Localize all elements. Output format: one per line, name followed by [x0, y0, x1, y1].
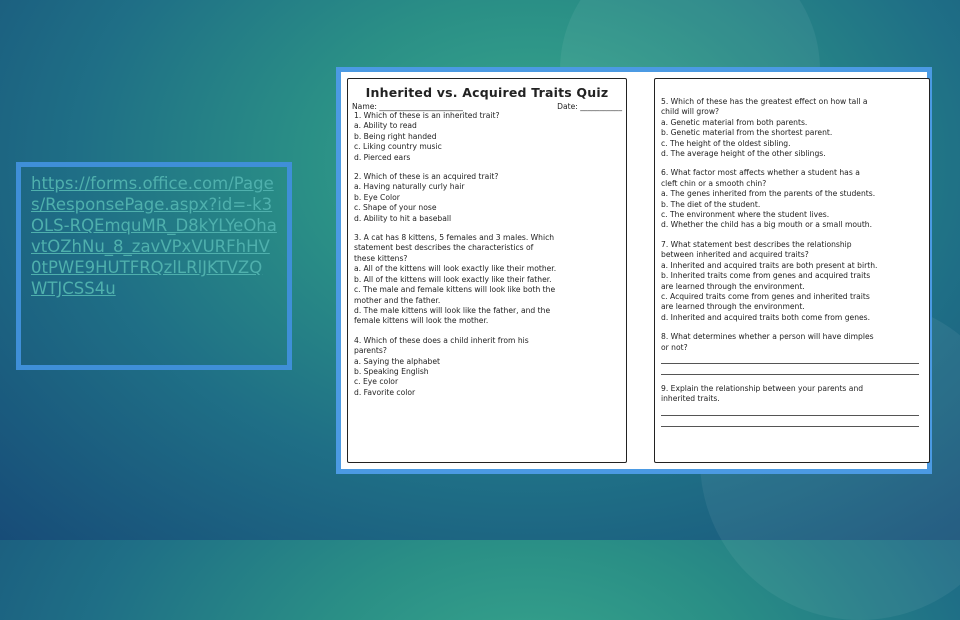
spacer: [354, 398, 620, 407]
answer-text: mother and the father.: [354, 295, 441, 305]
answer-text: a. Ability to read: [354, 121, 417, 131]
answer-text: a. Genetic material from both parents.: [661, 117, 808, 127]
answer-text: c. The male and female kittens will look like both the: [354, 285, 556, 295]
answer-text: d. Ability to hit a baseball: [354, 213, 452, 223]
question-text: 2. Which of these is an acquired trait?: [354, 172, 499, 182]
answer-text: b. Inherited traits come from genes and acquired traits: [661, 271, 871, 281]
answer-text: cleft chin or a smooth chin?: [661, 178, 767, 188]
spacer: [354, 224, 620, 233]
question-text: 8. What determines whether a person will have dimples: [661, 332, 874, 342]
quiz-page-left: [347, 78, 627, 463]
question-text: 4. Which of these does a child inherit from his: [354, 335, 529, 345]
question-text: 7. What statement best describes the relationship: [661, 239, 852, 249]
answer-text: b. Speaking English: [354, 366, 429, 376]
question-text: 3. A cat has 8 kittens, 5 females and 3 males. Which: [354, 233, 555, 243]
forms-link[interactable]: https://forms.office.com/Pages/ResponsePage.aspx?id=-k3OLS-RQEmquMR_D8kYLYeOhavtOZhNu_8_zavVPxVURFhHV0tPWE9HUTFRQzlLRlJKTVZQWTJCSS4u: [31, 174, 277, 298]
answer-text: c. The height of the oldest sibling.: [661, 138, 791, 148]
answer-text: c. Acquired traits come from genes and inherited traits: [661, 291, 870, 301]
answer-text: are learned through the environment.: [661, 302, 805, 312]
answer-text: inherited traits.: [661, 394, 720, 404]
answer-text: b. Eye Color: [354, 192, 400, 202]
right-questions: [655, 79, 929, 436]
spacer: [661, 323, 923, 332]
answer-text: b. Genetic material from the shortest parent.: [661, 128, 833, 138]
name-date-line: [348, 102, 626, 111]
quiz-title: Inherited vs. Acquired Traits Quiz: [365, 85, 609, 100]
answer-text: c. Liking country music: [354, 142, 442, 152]
spacer: [354, 163, 620, 172]
answer-line: [661, 405, 919, 416]
spacer: [354, 327, 620, 336]
answer-text: these kittens?: [354, 253, 408, 263]
answer-text: d. Whether the child has a big mouth or a small mouth.: [661, 220, 873, 230]
date-label: Date: ___________: [557, 102, 622, 111]
answer-text: b. Being right handed: [354, 131, 437, 141]
spacer: [661, 231, 923, 240]
answer-text: or not?: [661, 342, 688, 352]
answer-text: d. Inherited and acquired traits both come from genes.: [661, 312, 871, 322]
answer-text: between inherited and acquired traits?: [661, 250, 809, 260]
link-box: [16, 162, 292, 370]
answer-text: female kittens will look the mother.: [354, 316, 489, 326]
answer-line: [661, 364, 919, 375]
question-text: 6. What factor most affects whether a student has a: [661, 168, 860, 178]
answer-text: d. The male kittens will look like the father, and the: [354, 305, 551, 315]
question-text: 5. Which of these has the greatest effect on how tall a: [661, 97, 868, 106]
answer-text: d. Favorite color: [354, 387, 416, 397]
answer-text: c. Eye color: [354, 377, 399, 387]
answer-text: c. The environment where the student lives.: [661, 210, 830, 220]
answer-line: [661, 353, 919, 364]
quiz-image-frame: [336, 67, 932, 474]
spacer: [661, 375, 923, 384]
answer-text: c. Shape of your nose: [354, 203, 437, 213]
answer-text: statement best describes the characteristics of: [354, 243, 534, 253]
answer-line: [661, 416, 919, 427]
answer-text: a. The genes inherited from the parents of the students.: [661, 189, 876, 199]
answer-text: a. Inherited and acquired traits are both present at birth.: [661, 260, 878, 270]
answer-text: d. The average height of the other siblings.: [661, 149, 826, 159]
question-text: 9. Explain the relationship between your parents and: [661, 383, 864, 393]
answer-text: d. Pierced ears: [354, 152, 411, 162]
answer-text: are learned through the environment.: [661, 281, 805, 291]
answer-text: a. All of the kittens will look exactly like their mother.: [354, 264, 557, 274]
name-label: Name: ______________________: [352, 102, 463, 111]
answer-text: b. The diet of the student.: [661, 199, 761, 209]
question-text: 1. Which of these is an inherited trait?: [354, 111, 500, 120]
answer-text: b. All of the kittens will look exactly like their father.: [354, 274, 552, 284]
answer-text: child will grow?: [661, 107, 720, 117]
answer-text: a. Saying the alphabet: [354, 356, 441, 366]
answer-text: a. Having naturally curly hair: [354, 182, 465, 192]
spacer: [661, 427, 923, 436]
quiz-page-right: [654, 78, 930, 463]
spacer: [661, 159, 923, 168]
left-questions: [348, 111, 626, 407]
answer-text: parents?: [354, 346, 387, 356]
